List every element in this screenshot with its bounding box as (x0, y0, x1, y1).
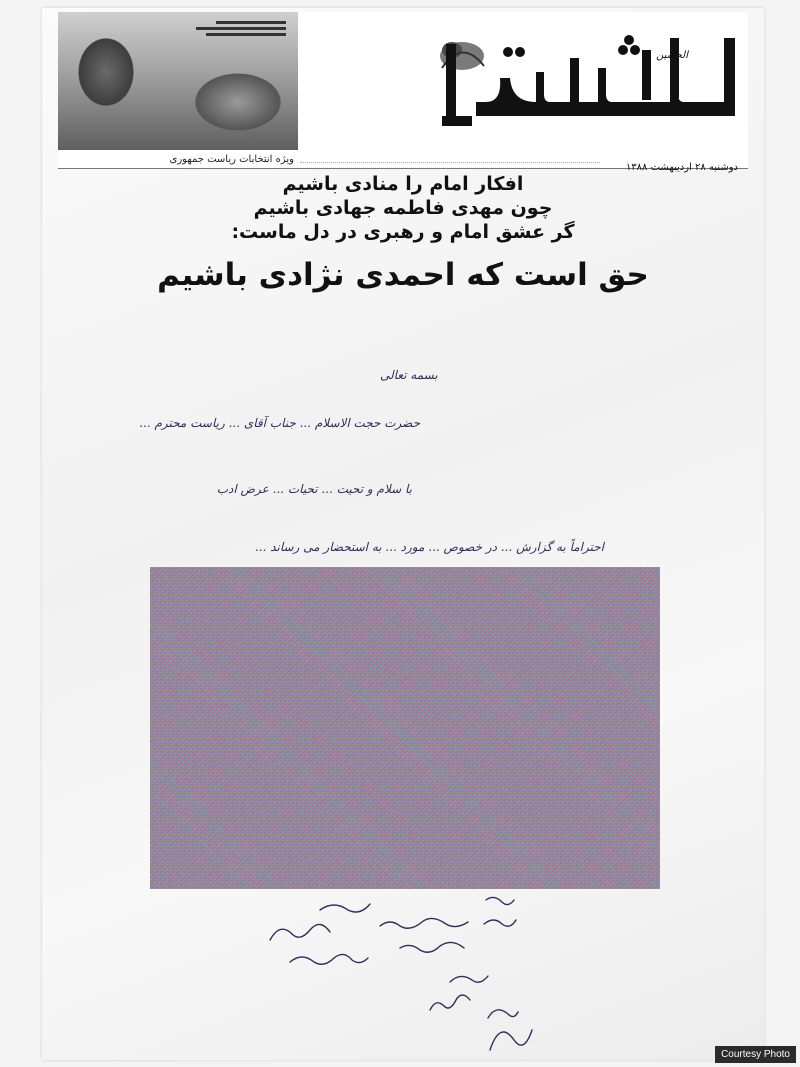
masthead-divider (300, 162, 600, 163)
handwritten-invocation: بسمه تعالی (380, 368, 438, 382)
headline-line-2: چون مهدی فاطمه جهادی باشیم (253, 197, 553, 219)
headline-line-1: افکار امام را منادی باشیم (282, 173, 524, 195)
redacted-area (150, 567, 660, 889)
photo-credit: Courtesy Photo (715, 1046, 796, 1063)
handwritten-signature (260, 890, 560, 1060)
newspaper-logo (438, 30, 738, 130)
newspaper-logo-block (312, 22, 742, 173)
masthead-photo (58, 12, 298, 150)
issue-date: دوشنبه ۲۸ اردیبهشت ۱۳۸۸ (625, 162, 738, 173)
newspaper-masthead (58, 12, 748, 173)
photo-caption (196, 18, 286, 39)
headline-main: حق است که احمدی نژادی باشیم (157, 257, 649, 293)
svg-text:الحسین: الحسین (656, 50, 688, 61)
headline-line-3: گر عشق امام و رهبری در دل ماست: (231, 221, 575, 243)
handwritten-addressee: حضرت حجت الاسلام ... جناب آقای ... ریاست محترم ... (139, 416, 420, 430)
handwritten-body-line: احتراماً به گزارش ... در خصوص ... مورد ... به استحضار می رساند ... (254, 540, 604, 554)
headline-block (58, 172, 748, 306)
photo-subcaption: ویژه انتخابات ریاست جمهوری (169, 154, 294, 165)
handwritten-greeting: با سلام و تحیت ... تحیات ... عرض ادب (216, 482, 412, 496)
